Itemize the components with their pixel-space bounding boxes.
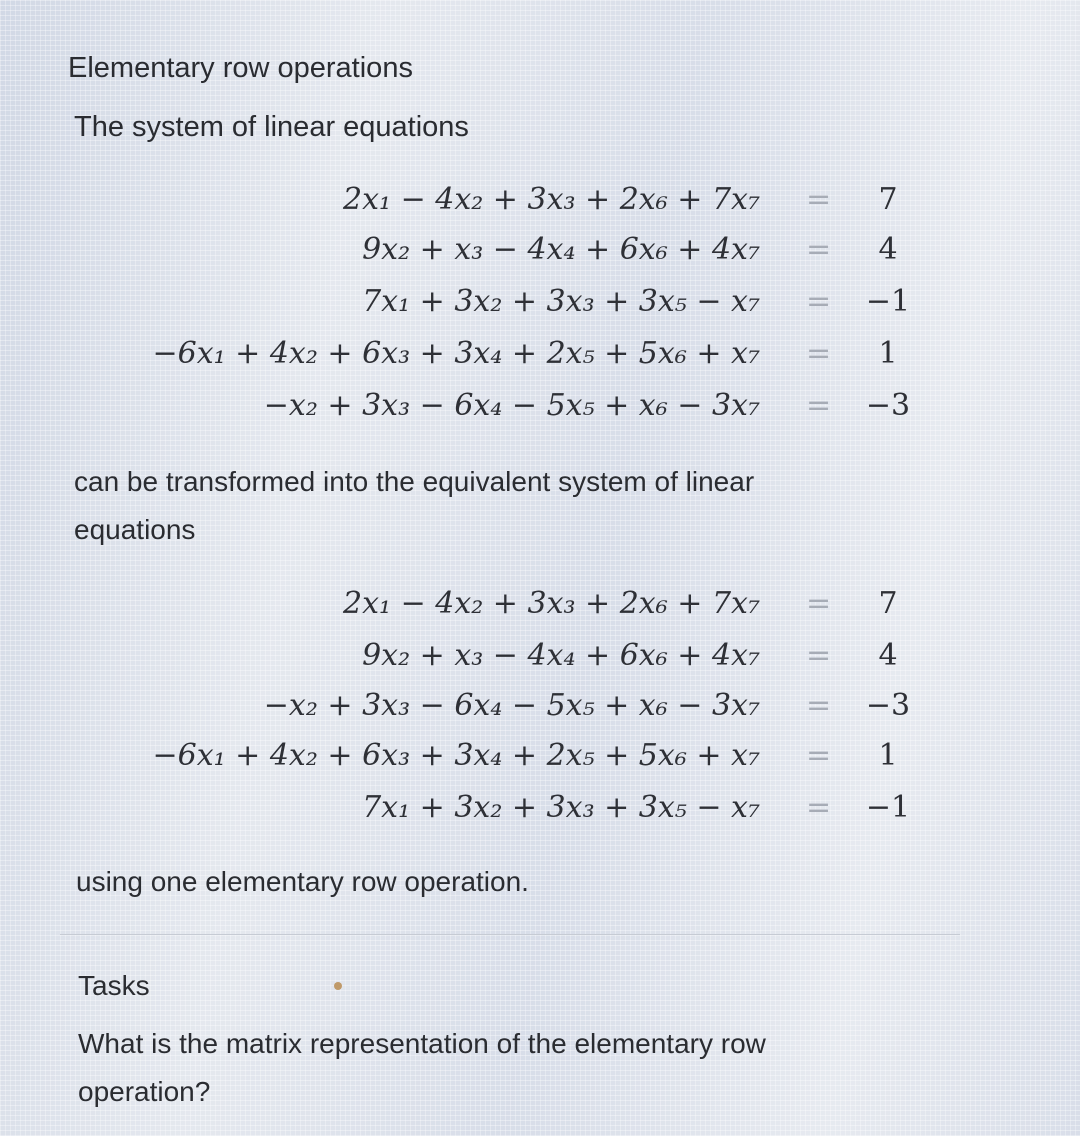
equation-row bbox=[0, 638, 1080, 678]
intro-text: The system of linear equations bbox=[74, 111, 469, 143]
equation-row bbox=[0, 790, 1080, 830]
page-title: Elementary row operations bbox=[68, 52, 413, 84]
equation-row bbox=[0, 284, 1080, 324]
equals-sign: = bbox=[806, 638, 832, 673]
equation-lhs: 9x₂ + x₃ − 4x₄ + 6x₆ + 4x₇ bbox=[362, 232, 760, 267]
section-divider bbox=[60, 934, 960, 935]
equation-row bbox=[0, 738, 1080, 778]
equals-sign: = bbox=[806, 336, 832, 371]
equation-lhs: 9x₂ + x₃ − 4x₄ + 6x₆ + 4x₇ bbox=[362, 638, 760, 673]
equation-lhs: −x₂ + 3x₃ − 6x₄ − 5x₅ + x₆ − 3x₇ bbox=[263, 388, 760, 423]
equation-rhs: −3 bbox=[865, 388, 911, 423]
equation-lhs: 7x₁ + 3x₂ + 3x₃ + 3x₅ − x₇ bbox=[362, 284, 760, 319]
equation-lhs: 2x₁ − 4x₂ + 3x₃ + 2x₆ + 7x₇ bbox=[343, 586, 760, 621]
equals-sign: = bbox=[806, 284, 832, 319]
closing-text: using one elementary row operation. bbox=[76, 866, 529, 897]
equation-lhs: −6x₁ + 4x₂ + 6x₃ + 3x₄ + 2x₅ + 5x₆ + x₇ bbox=[152, 738, 760, 773]
equation-rhs: 4 bbox=[878, 638, 898, 673]
equation-rhs: 1 bbox=[878, 336, 898, 371]
equals-sign: = bbox=[806, 182, 832, 217]
equals-sign: = bbox=[806, 388, 832, 423]
equation-lhs: 7x₁ + 3x₂ + 3x₃ + 3x₅ − x₇ bbox=[362, 790, 760, 825]
equation-rhs: −1 bbox=[865, 790, 911, 825]
equation-row bbox=[0, 388, 1080, 428]
equals-sign: = bbox=[806, 688, 832, 723]
equation-row bbox=[0, 586, 1080, 626]
equals-sign: = bbox=[806, 790, 832, 825]
equals-sign: = bbox=[806, 586, 832, 621]
equals-sign: = bbox=[806, 232, 832, 267]
equation-lhs: −x₂ + 3x₃ − 6x₄ − 5x₅ + x₆ − 3x₇ bbox=[263, 688, 760, 723]
equation-row bbox=[0, 232, 1080, 272]
equation-rhs: 7 bbox=[878, 586, 898, 621]
tasks-heading: Tasks bbox=[78, 970, 150, 1001]
equation-row bbox=[0, 688, 1080, 728]
equation-rhs: 4 bbox=[878, 232, 898, 267]
equation-row bbox=[0, 336, 1080, 376]
equation-rhs: −1 bbox=[865, 284, 911, 319]
equation-rhs: 7 bbox=[878, 182, 898, 217]
equation-rhs: −3 bbox=[865, 688, 911, 723]
equation-rhs: 1 bbox=[878, 738, 898, 773]
equation-row bbox=[0, 182, 1080, 222]
task-question: What is the matrix representation of the elementary row operation? bbox=[78, 1028, 766, 1107]
equation-lhs: 2x₁ − 4x₂ + 3x₃ + 2x₆ + 7x₇ bbox=[343, 182, 760, 217]
equation-lhs: −6x₁ + 4x₂ + 6x₃ + 3x₄ + 2x₅ + 5x₆ + x₇ bbox=[152, 336, 760, 371]
equals-sign: = bbox=[806, 738, 832, 773]
transform-text: can be transformed into the equivalent system of linear equations bbox=[74, 466, 755, 545]
cursor-dot-icon bbox=[334, 982, 342, 990]
